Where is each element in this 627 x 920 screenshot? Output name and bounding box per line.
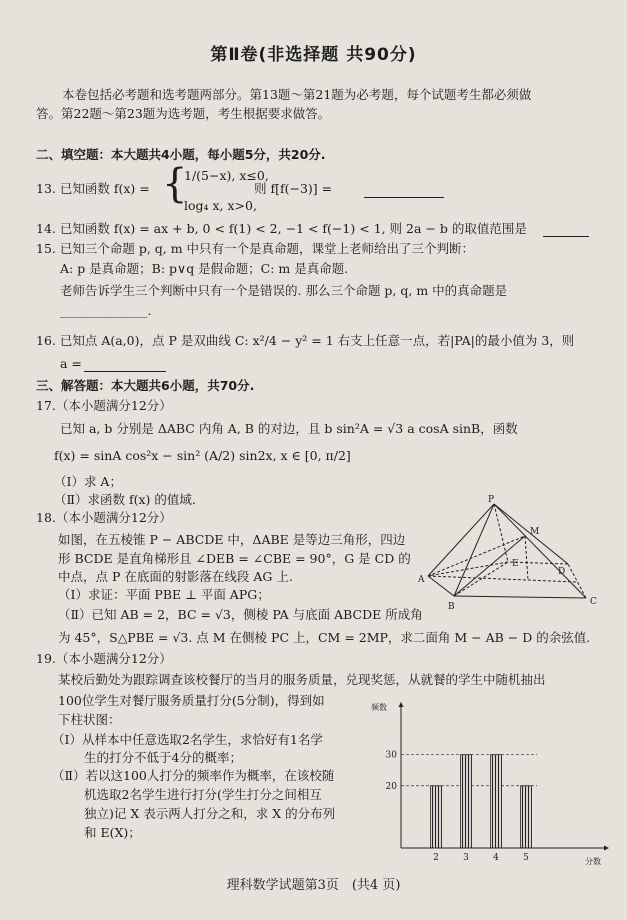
q19-line-3: 下柱状图： xyxy=(58,712,121,727)
edge-PE xyxy=(494,504,508,562)
label-B: B xyxy=(448,602,455,612)
edge-AB xyxy=(428,576,454,596)
label-A: A xyxy=(418,575,425,585)
q13-suffix: 则 f[f(−3)] = xyxy=(254,181,333,196)
edge-PA xyxy=(428,504,494,576)
bar-score-5 xyxy=(521,786,532,848)
q13-case-1: 1/(5−x), x≤0, xyxy=(184,168,269,183)
section-fill-blank-header: 二、填空题：本大题共4小题，每小题5分，共20分. xyxy=(36,147,326,162)
q15-line-4: ______________. xyxy=(60,303,152,318)
q17-head: 17.（本小题满分12分） xyxy=(36,398,172,413)
y-axis-label: 频数 xyxy=(371,703,387,712)
q19-line-2: 100位学生对餐厅服务质量打分(5分制)，得到如 xyxy=(58,693,325,708)
q18-head: 18.（本小题满分12分） xyxy=(36,510,172,525)
y-tick-label-30: 30 xyxy=(385,750,397,761)
q18-line-1: 如图，在五棱锥 P − ABCDE 中，ΔABE 是等边三角形，四边 xyxy=(58,532,406,547)
q18-line-5: （Ⅱ）已知 AB = 2，BC = √3，侧棱 PA 与底面 ABCDE 所成角 xyxy=(58,607,423,622)
q17-part-1: （Ⅰ）求 A； xyxy=(54,474,122,489)
chart-bars xyxy=(431,755,532,848)
label-C: C xyxy=(590,597,597,607)
pyramid-figure xyxy=(418,494,608,614)
label-D: D xyxy=(558,567,566,577)
bar-chart xyxy=(368,700,613,868)
q19-line-1: 某校后勤处为跟踪调查该校餐厅的当月的服务质量，兑现奖惩，从就餐的学生中随机抽出 xyxy=(58,672,546,687)
chart-axes xyxy=(399,702,610,851)
edge-BC xyxy=(454,596,586,598)
x-axis-arrow xyxy=(604,846,609,851)
q17-line-2: f(x) = sinA cos²x − sin² (A/2) sin2x, x ∈ [0, π/2] xyxy=(54,448,351,463)
label-M: M xyxy=(530,527,540,537)
q18-line-2: 形 BCDE 是直角梯形且 ∠DEB = ∠CBE = 90°，G 是 CD 的 xyxy=(58,551,411,566)
q19-line-4: （Ⅰ）从样本中任意选取2名学生，求恰好有1名学 xyxy=(52,732,323,747)
x-tick-label-4: 4 xyxy=(493,853,499,863)
bar-score-2 xyxy=(431,786,442,848)
intro-line-1: 本卷包括必考题和选考题两部分。第13题～第21题为必考题，每个试题考生都必须做 xyxy=(62,87,532,102)
q13-case-2: log₄ x, x>0, xyxy=(184,198,257,213)
q18-line-4: （Ⅰ）求证：平面 PBE ⊥ 平面 APG； xyxy=(58,587,270,602)
edge-AG xyxy=(428,576,576,582)
q19-line-9: 和 E(X)； xyxy=(84,825,141,840)
q19-line-6: （Ⅱ）若以这100人打分的频率作为概率，在该校随 xyxy=(52,768,335,783)
section-answer-header: 三、解答题：本大题共6小题，共70分. xyxy=(36,378,255,393)
q14-text: 14. 已知函数 f(x) = ax + b, 0 < f(1) < 2, −1 < f(−1) < 1, 则 2a − b 的取值范围是 xyxy=(36,221,527,236)
bar-score-3 xyxy=(461,755,472,848)
y-tick-label-20: 20 xyxy=(385,781,397,792)
q19-line-8: 独立)记 X 表示两人打分之和，求 X 的分布列 xyxy=(84,806,336,821)
y-axis-arrow xyxy=(399,702,404,707)
q15-line-2: A: p 是真命题；B: p∨q 是假命题；C: m 是真命题. xyxy=(60,261,349,276)
q16-line-1: 16. 已知点 A(a,0)，点 P 是双曲线 C: x²/4 − y² = 1 右支上任意一点，若|PA|的最小值为 3，则 xyxy=(36,333,575,348)
page-title: 第Ⅱ卷(非选择题 共90分) xyxy=(210,45,417,65)
q13-prefix: 13. 已知函数 f(x) = xyxy=(36,181,150,196)
q13-brace: { xyxy=(162,161,188,207)
q19-line-5: 生的打分不低于4分的概率； xyxy=(84,750,242,765)
edge-M-proj xyxy=(525,536,528,580)
q18-line-6: 为 45°，S△PBE = √3. 点 M 在侧棱 PC 上，CM = 2MP，求二面角 M − AB − D 的余弦值. xyxy=(58,630,591,645)
label-P: P xyxy=(488,495,495,505)
x-tick-label-5: 5 xyxy=(523,853,529,863)
edge-CD xyxy=(568,564,586,598)
edge-PB xyxy=(454,504,494,596)
q18-line-3: 中点，点 P 在底面的射影落在线段 AG 上. xyxy=(58,569,293,584)
bar-score-4 xyxy=(491,755,502,848)
q15-line-3: 老师告诉学生三个判断中只有一个是错误的. 那么三个命题 p, q, m 中的真命题是 xyxy=(60,283,508,298)
intro-line-2: 答。第22题～第23题为选考题，考生根据要求做答。 xyxy=(36,106,331,121)
q14-answer-blank[interactable] xyxy=(543,224,589,237)
q17-part-2: （Ⅱ）求函数 f(x) 的值域. xyxy=(54,492,196,507)
q19-head: 19.（本小题满分12分） xyxy=(36,651,172,666)
label-E: E xyxy=(512,559,519,569)
q16-answer-blank[interactable] xyxy=(84,359,166,372)
x-tick-label-2: 2 xyxy=(433,853,439,863)
x-axis-label: 分数 xyxy=(585,857,601,866)
x-tick-label-3: 3 xyxy=(463,853,469,863)
page-footer: 理科数学试题第3页 (共4 页) xyxy=(226,878,401,893)
q16-line-2: a = xyxy=(60,356,82,371)
chart-labels xyxy=(371,702,601,866)
q15-line-1: 15. 已知三个命题 p, q, m 中只有一个是真命题，课堂上老师给出了三个判断： xyxy=(36,241,475,256)
q13-answer-blank[interactable] xyxy=(364,185,444,198)
edge-AM xyxy=(428,536,525,576)
q17-line-1: 已知 a, b 分别是 ΔABC 内角 A, B 的对边，且 b sin²A = √3 a cosA sinB，函数 xyxy=(60,421,518,436)
q19-line-7: 机选取2名学生进行打分(学生打分之间相互 xyxy=(84,787,322,802)
